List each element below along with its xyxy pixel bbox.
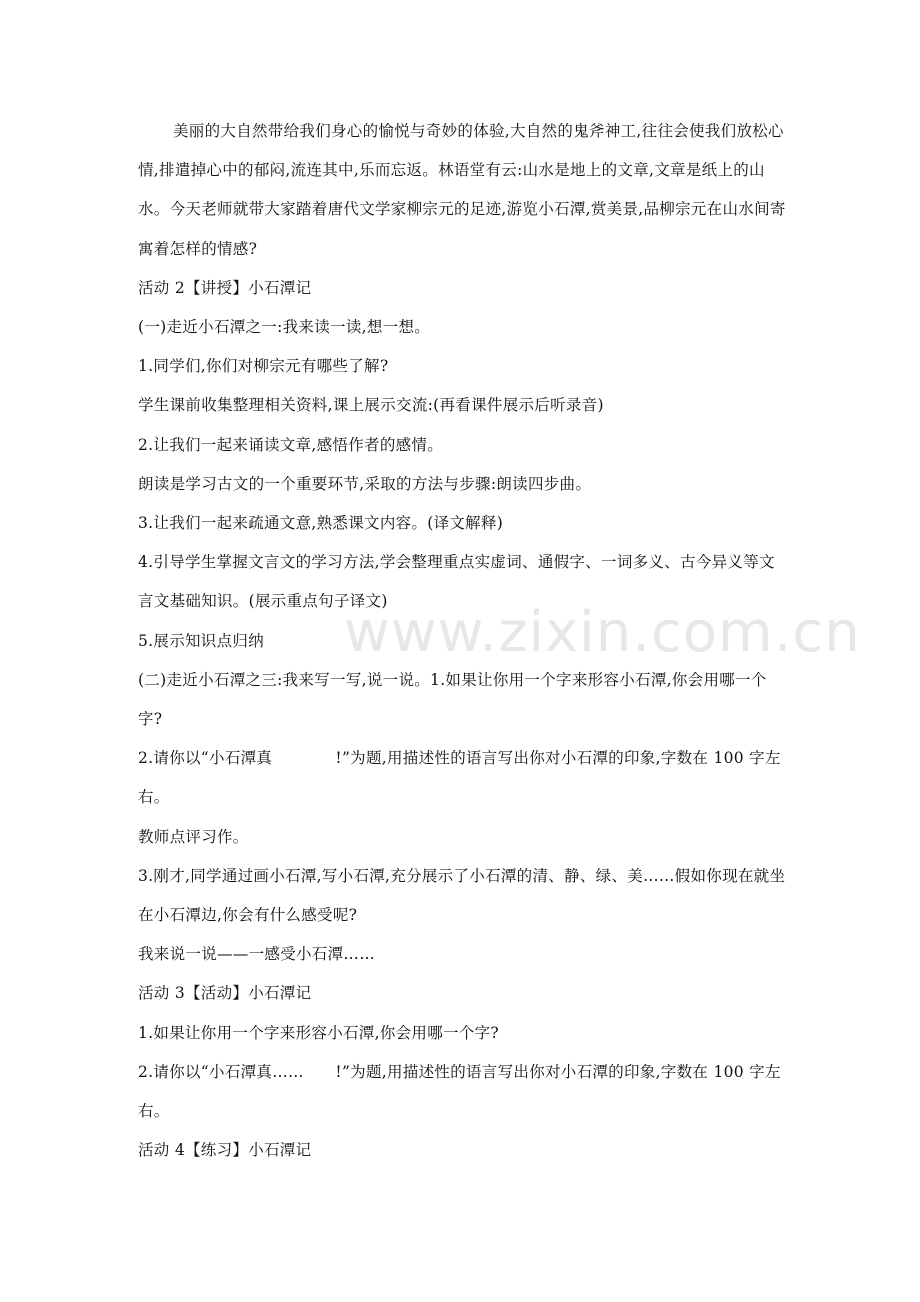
- step-2-reading: 2.让我们一起来诵读文章,感悟作者的感情。: [138, 435, 444, 454]
- reading-method-note: 朗读是学习古文的一个重要环节,采取的方法与步骤:朗读四步曲。: [138, 474, 592, 493]
- activity-3-heading: 活动 3【活动】小石潭记: [138, 984, 312, 1003]
- intro-paragraph: 美丽的大自然带给我们身心的愉悦与奇妙的体验,大自然的鬼斧神工,往往会使我们放松心情,排遣掉心中的郁闷,流连其中,乐而忘返。林语堂有云:山水是地上的文章,文章是纸上的山水。今天老师就带大家踏着唐代文学家柳宗元的足迹,游览小石潭,赏美景,品柳宗元在山水间寄寓着怎样的情感?: [138, 122, 786, 258]
- watermark-text: www.zixin.com.cn: [344, 600, 861, 665]
- activity-4-heading: 活动 4【练习】小石潭记: [138, 1141, 312, 1160]
- activity-3-question-2: 2.请你以“小石潭真…… !”为题,用描述性的语言写出你对小石潭的印象,字数在 100 字左右。: [138, 1062, 781, 1121]
- writing-task-1: 2.请你以“小石潭真 !”为题,用描述性的语言写出你对小石潭的印象,字数在 100 字左右。: [138, 749, 781, 807]
- activity-3-question-1: 1.如果让你用一个字来形容小石潭,你会用哪一个字?: [138, 1023, 500, 1042]
- step-5-summary: 5.展示知识点归纳: [138, 631, 264, 650]
- step-3-comprehension: 3.让我们一起来疏通文意,熟悉课文内容。(译文解释): [138, 514, 504, 533]
- document-body: [138, 112, 788, 1170]
- section-2-heading: (二)走近小石潭之三:我来写一写,说一说。1.如果让你用一个字来形容小石潭,你会用哪一个字?: [138, 670, 767, 729]
- student-preparation-note: 学生课前收集整理相关资料,课上展示交流:(再看课件展示后听录音): [138, 396, 604, 415]
- section-1-heading: (一)走近小石潭之一:我来读一读,想一想。: [138, 318, 431, 337]
- speaking-task: 我来说一说——一感受小石潭……: [138, 945, 376, 964]
- step-3-feeling: 3.刚才,同学通过画小石潭,写小石潭,充分展示了小石潭的清、静、绿、美……假如你现在就坐在小石潭边,你会有什么感受呢?: [138, 866, 786, 925]
- step-1-question: 1.同学们,你们对柳宗元有哪些了解?: [138, 357, 389, 376]
- step-4-learning-method: 4.引导学生掌握文言文的学习方法,学会整理重点实虚词、通假字、一词多义、古今异义等文言文基础知识。(展示重点句子译文): [138, 553, 775, 611]
- activity-2-heading: 活动 2【讲授】小石潭记: [138, 278, 312, 297]
- teacher-review-note: 教师点评习作。: [138, 827, 249, 846]
